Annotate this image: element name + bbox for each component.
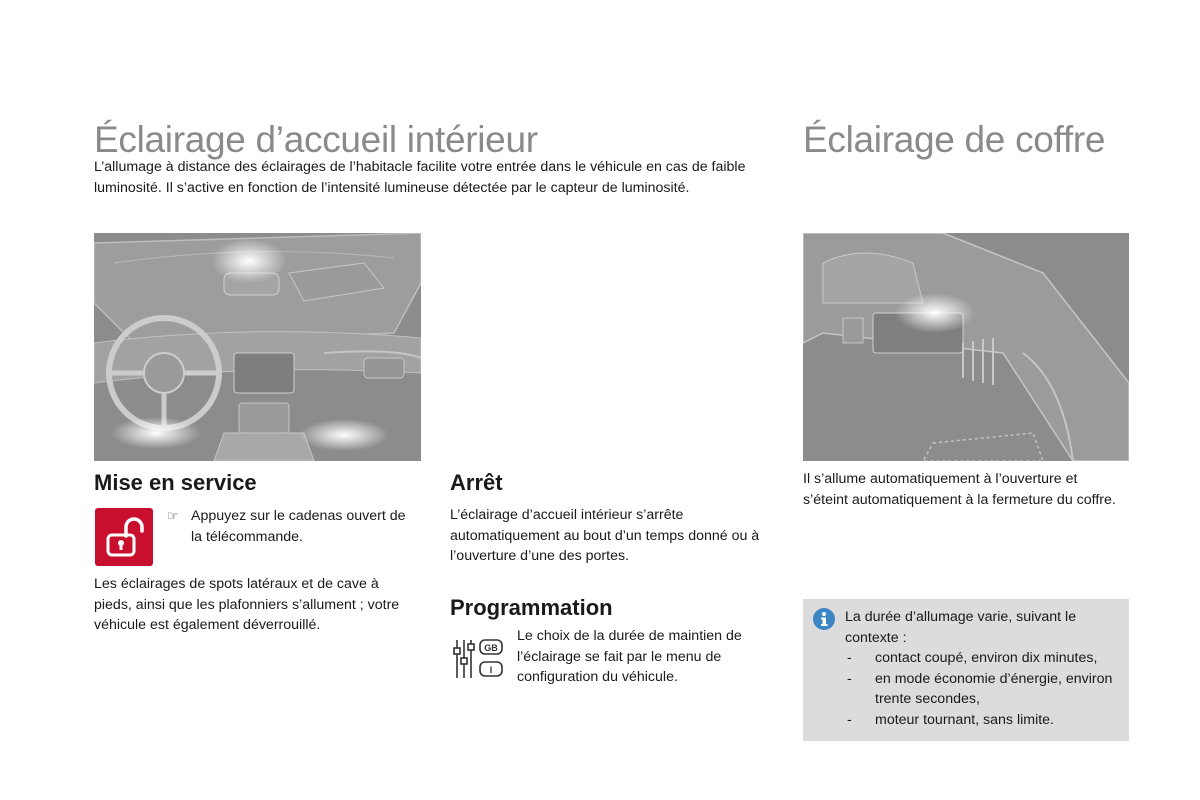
boot-lighting-text: Il s’allume automatiquement à l’ouverture et s’éteint automatiquement à la fermeture du coffre. [803, 471, 1116, 508]
page-title-boot-lighting: Éclairage de coffre [803, 119, 1106, 160]
programmation-text: Le choix de la durée de maintien de l’éclairage se fait par le menu de configuration du véhicule. [517, 628, 742, 685]
heading-mise-en-service: Mise en service [94, 470, 257, 495]
list-item: - en mode économie d’énergie, environ trente secondes, [847, 670, 1113, 707]
instruction-bullet [167, 506, 417, 547]
pointing-hand-icon: ☞ [167, 508, 179, 523]
open-padlock-icon [104, 516, 144, 558]
info-icon [813, 608, 835, 630]
instruction-text: Appuyez sur le cadenas ouvert de la télécommande. [191, 508, 406, 545]
info-box [803, 599, 1129, 741]
info-list [845, 648, 1117, 730]
list-item: - moteur tournant, sans limite. [847, 711, 1054, 728]
heading-programmation: Programmation [450, 595, 613, 620]
language-gb-label: GB [484, 643, 498, 653]
settings-menu-icon [451, 636, 507, 682]
heading-arret: Arrêt [450, 470, 503, 495]
list-item: - contact coupé, environ dix minutes, [847, 650, 1098, 666]
boot-interior-illustration [803, 233, 1129, 461]
intro-paragraph: L’allumage à distance des éclairages de l’habitacle facilite votre entrée dans le véhicule en cas de faible luminosité. Il s’active en fonction de l’intensité lumineuse détectée par le capteur de luminosité. [94, 159, 746, 196]
arret-text: L’éclairage d’accueil intérieur s’arrête automatiquement au bout d’un temps donné ou à l’ouverture d’une des portes. [450, 507, 760, 564]
remote-unlock-button-illustration [95, 508, 153, 566]
interior-dashboard-illustration [94, 233, 421, 461]
mise-en-service-text: Les éclairages de spots latéraux et de cave à pieds, ainsi que les plafonniers s’allument ; votre véhicule est également déverrouillé. [94, 576, 400, 633]
info-intro: La durée d’allumage varie, suivant le contexte : [845, 609, 1077, 646]
page-title-interior-lighting: Éclairage d’accueil intérieur [94, 119, 538, 160]
language-i-label: I [489, 665, 493, 675]
